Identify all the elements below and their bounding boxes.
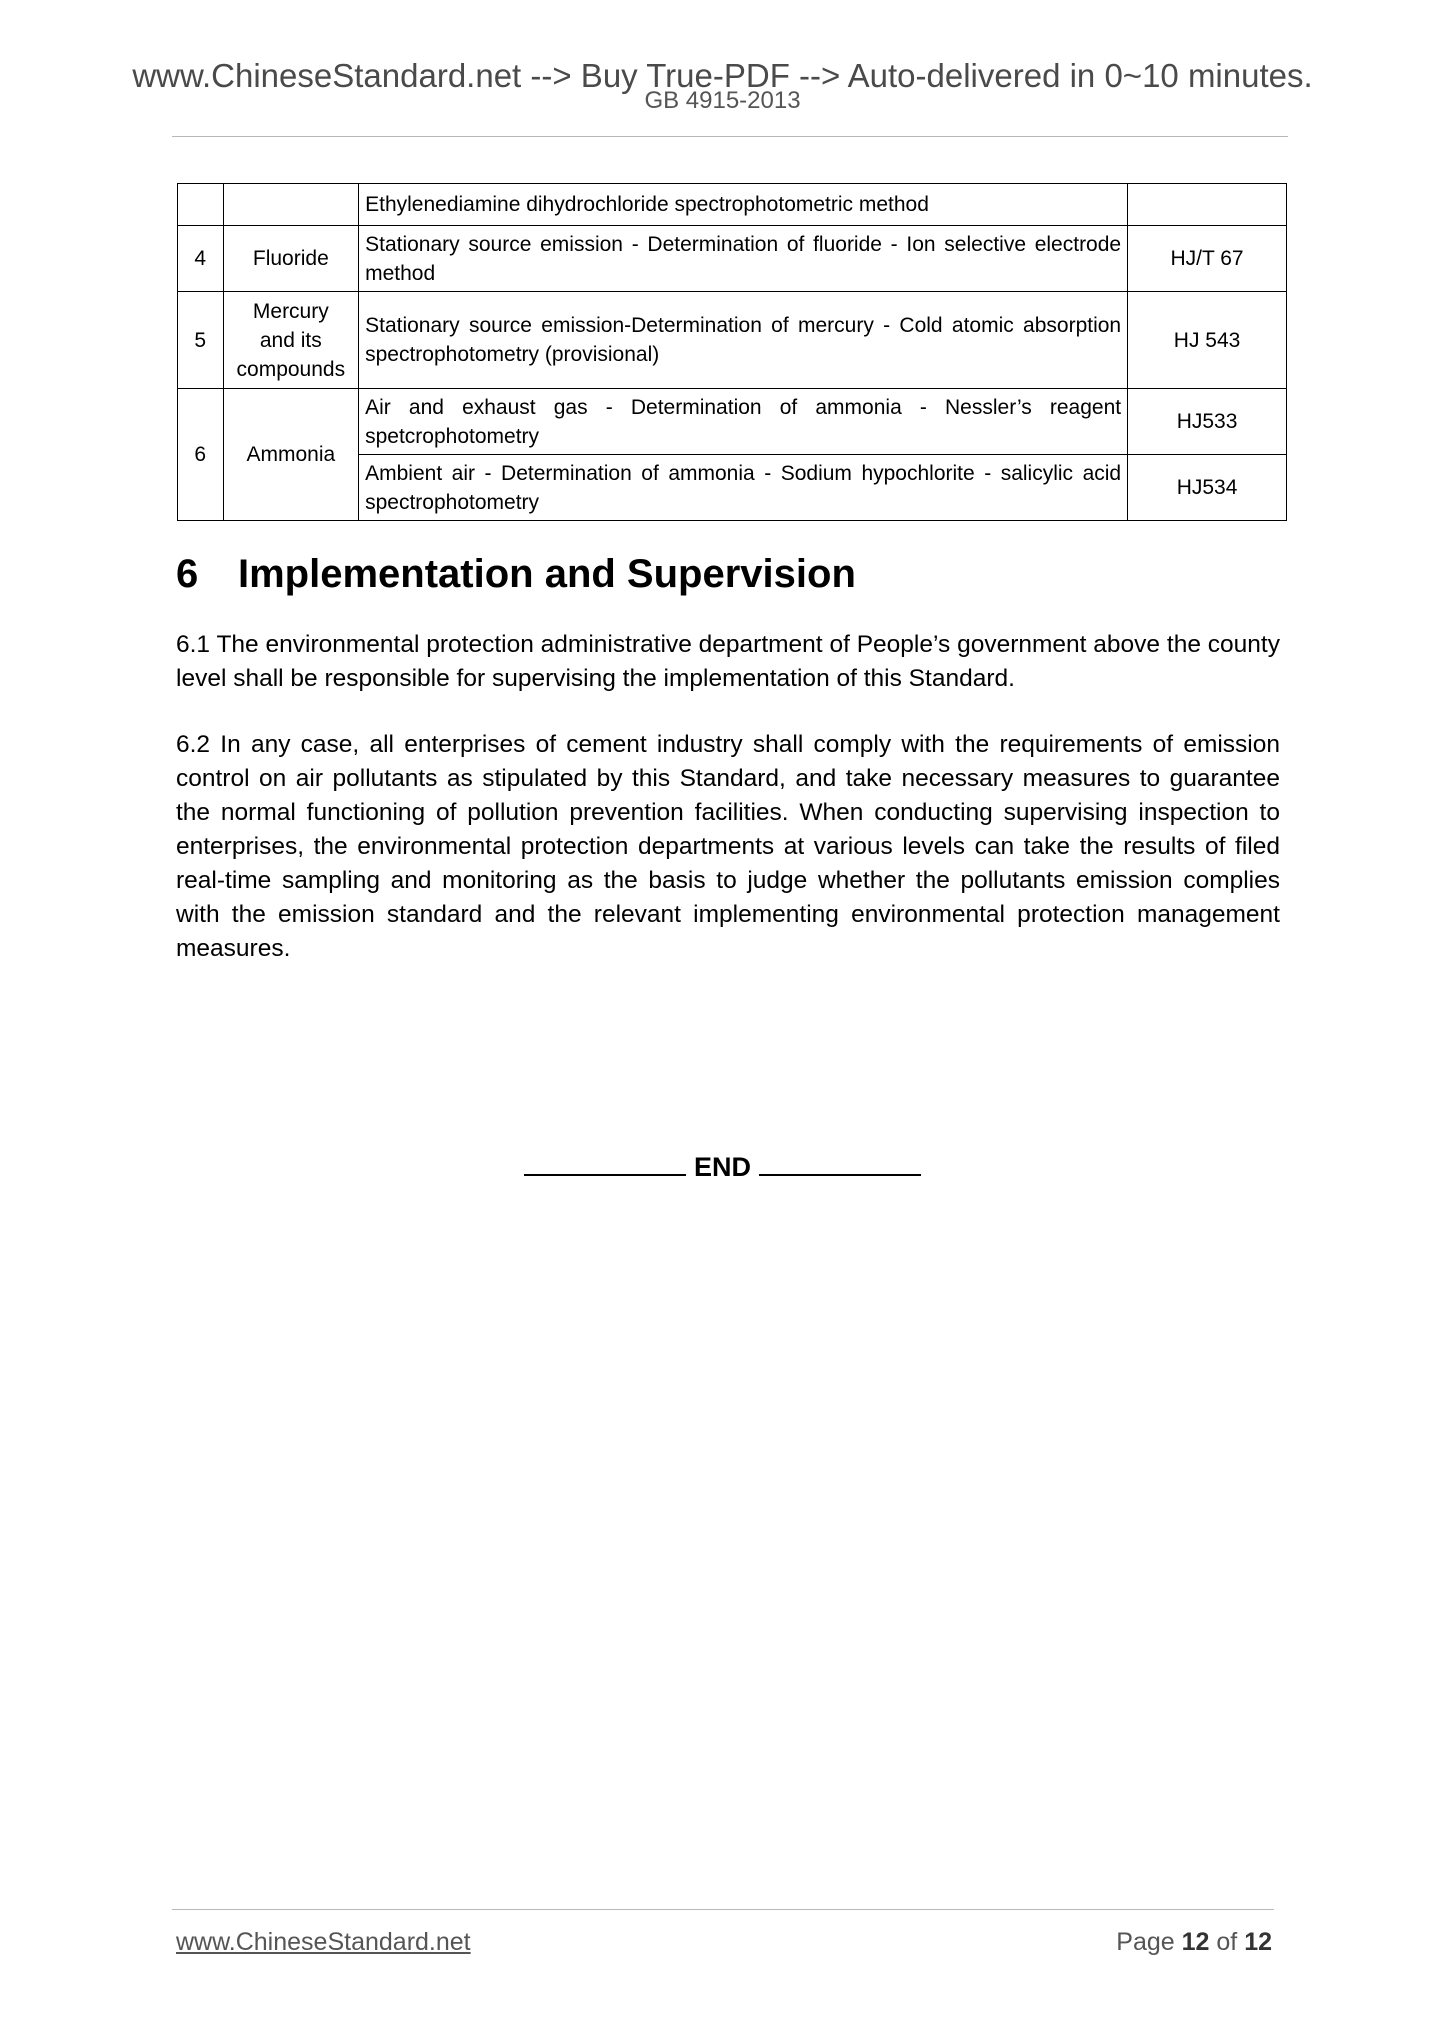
cell-no: 4 [178,226,224,292]
table-row [178,184,1287,226]
table-row [178,389,1287,455]
end-text: END [693,1152,751,1182]
footer-site-link[interactable]: www.ChineseStandard.net [176,1928,471,1956]
section-title: Implementation and Supervision [238,552,856,596]
paragraph-6-2: 6.2 In any case, all enterprises of cement industry shall comply with the requirements of emission control on air pollutants as stipulated by this Standard, and take necessary measures to guarantee the normal functioning of pollution prevention facilities. When conducting supervising inspection to enterprises, the environmental protection departments at various levels can take the results of filed real-time sampling and monitoring as the basis to judge whether the pollutants emission complies with the emission standard and the relevant implementing environmental protection management measures. [176,731,1280,962]
cell-item [223,184,359,226]
page-total: 12 [1244,1928,1272,1956]
header-divider [172,136,1288,137]
cell-no [178,184,224,226]
cell-no: 6 [178,389,224,521]
cell-method: Stationary source emission - Determination of fluoride - Ion selective electrode method [359,226,1128,292]
item-line: compounds [236,357,346,381]
document-id: GB 4915-2013 [644,87,801,114]
site-banner: www.ChineseStandard.net --> Buy True-PDF --> Auto-delivered in 0~10 minutes. [132,57,1313,94]
item-line: Mercury [252,299,329,323]
page-of: of [1216,1928,1238,1956]
item-line: and its [259,328,322,352]
cell-standard: HJ 543 [1128,292,1287,389]
test-methods-table [177,183,1287,521]
cell-method: Ethylenediamine dihydrochloride spectrophotometric method [359,184,1128,226]
end-rule-left [524,1150,686,1176]
cell-standard [1128,184,1287,226]
end-rule-right [759,1150,921,1176]
cell-standard: HJ/T 67 [1128,226,1287,292]
cell-method: Air and exhaust gas - Determination of ammonia - Nessler’s reagent spetcrophotometry [359,389,1128,455]
table-row [178,226,1287,292]
paragraph-6-1: 6.1 The environmental protection administrative department of People’s government above the county level shall be responsible for supervising the implementation of this Standard. [176,631,1280,692]
section-number: 6 [176,552,199,596]
footer-divider [172,1909,1274,1910]
section-heading [176,548,856,600]
cell-standard: HJ534 [1128,455,1287,521]
cell-item [223,292,359,389]
page-prefix: Page [1116,1928,1175,1956]
cell-no: 5 [178,292,224,389]
table-row [178,292,1287,389]
cell-method: Ambient air - Determination of ammonia - Sodium hypochlorite - salicylic acid spectrophotometry [359,455,1128,521]
page-number [1116,1927,1272,1957]
cell-item: Ammonia [223,389,359,521]
cell-method: Stationary source emission-Determination of mercury - Cold atomic absorption spectrophotometry (provisional) [359,292,1128,389]
cell-standard: HJ533 [1128,389,1287,455]
cell-item: Fluoride [223,226,359,292]
end-marker [0,1150,1445,1184]
page-current: 12 [1181,1928,1210,1956]
